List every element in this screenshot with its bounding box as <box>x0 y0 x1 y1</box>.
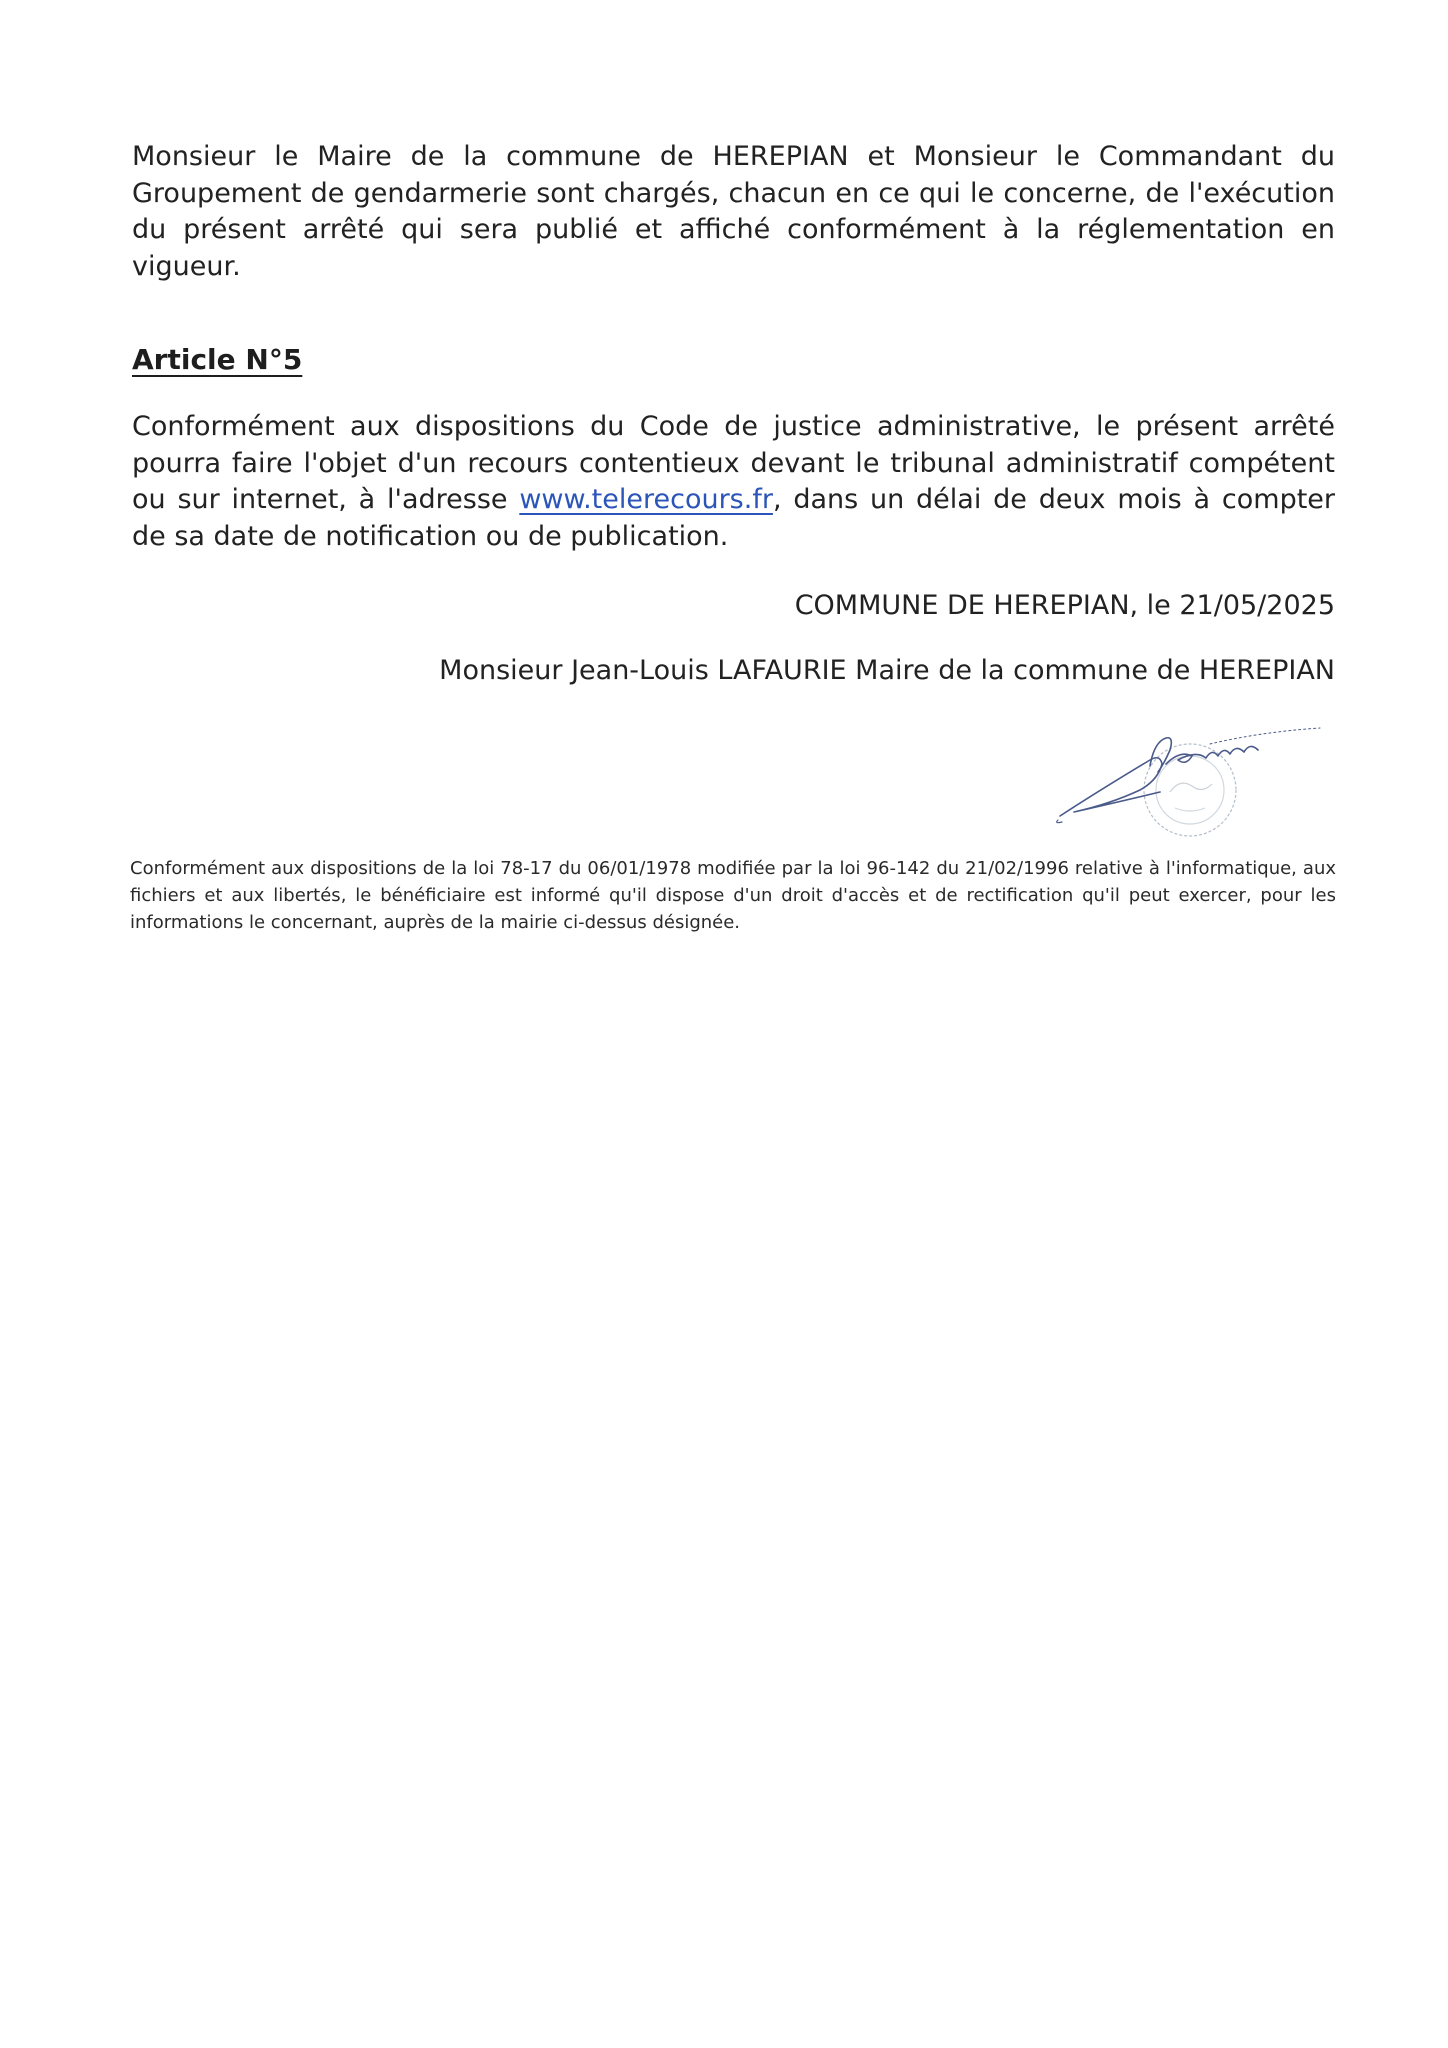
signer-line: Monsieur Jean-Louis LAFAURIE Maire de la commune de HEREPIAN <box>439 655 1335 686</box>
article-5-paragraph <box>132 409 1335 555</box>
telerecours-link[interactable]: www.telerecours.fr <box>519 484 773 515</box>
article-5-text-before-link: Conformément aux dispositions du Code de justice administrative, le présent arrêté pourra faire l'objet d'un recours contentieux devant le tribunal administratif compétent ou sur internet, à l'adresse <box>132 411 1335 515</box>
handwritten-signature-icon <box>1057 728 1320 823</box>
article-5-text-after-link: , dans un délai de deux mois à compter de sa date de notification ou de publication. <box>132 484 1336 552</box>
article-5-heading: Article N°5 <box>132 343 303 376</box>
execution-paragraph: Monsieur le Maire de la commune de HEREPIAN et Monsieur le Commandant du Groupement de gendarmerie sont chargés, chacun en ce qui le concerne, de l'exécution du présent arrêté qui sera publié et affiché conformément à la réglementation en vigueur. <box>132 141 1335 282</box>
date-line: COMMUNE DE HEREPIAN, le 21/05/2025 <box>794 590 1335 621</box>
signature-stamp-icon <box>1040 720 1340 850</box>
privacy-note: Conformément aux dispositions de la loi 78-17 du 06/01/1978 modifiée par la loi 96-142 du 21/02/1996 relative à l'informatique, aux fichiers et aux libertés, le bénéficiaire est informé qu'il dispose d'un droit d'accès et de rectification qu'il peut exercer, pour les informations le concernant, auprès de la mairie ci-dessus désignée. <box>130 858 1336 933</box>
